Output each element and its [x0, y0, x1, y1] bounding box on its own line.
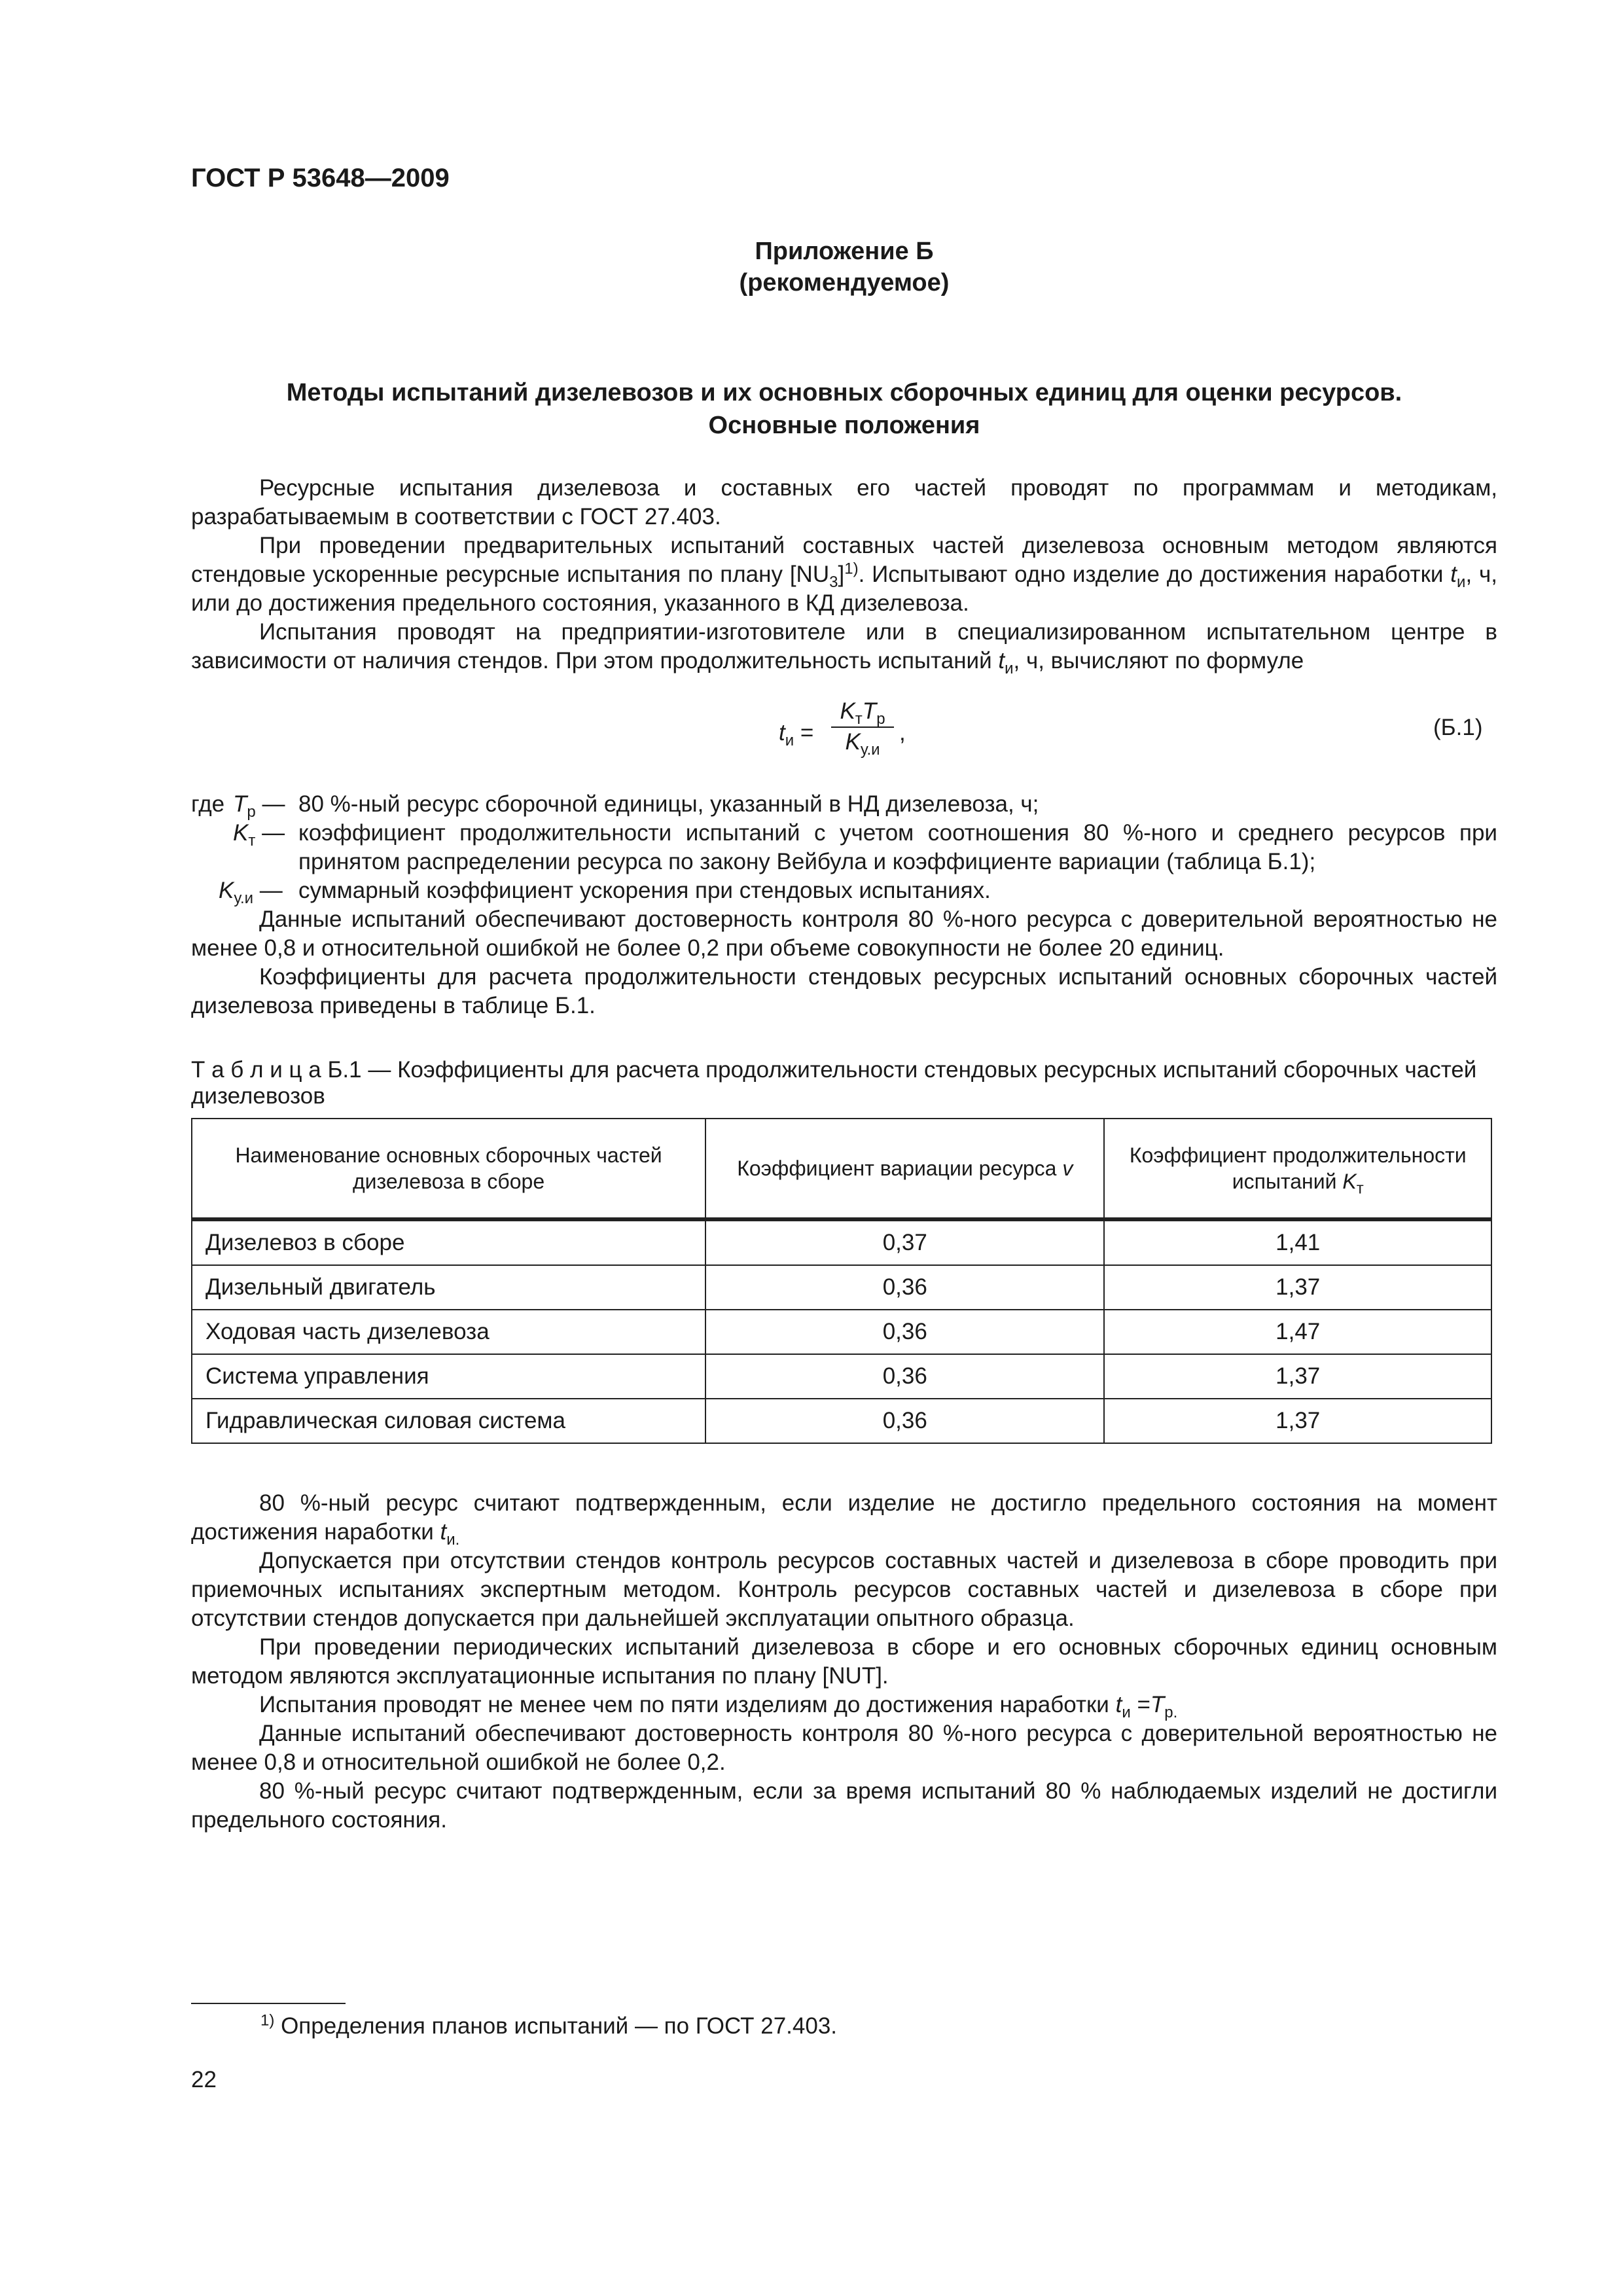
header-variation-coefficient: Коэффициент вариации ресурса v: [705, 1119, 1104, 1219]
formula-numerator: $K_тT_р$: [831, 698, 894, 728]
cell-part-name: Гидравлическая силовая система: [192, 1399, 705, 1443]
conclusion-paragraph-5: Данные испытаний обеспечивают достоверность контроля 80 %-ного ресурса с доверительной вероятностью не менее 0,8 и относительной ошибкой не более 0,2.: [191, 1721, 1497, 1775]
cell-part-name: Дизельный двигатель: [192, 1265, 705, 1310]
table-caption-text: Б.1 — Коэффициенты для расчета продолжительности стендовых ресурсных испытаний сборочных частей дизелевозов: [191, 1057, 1477, 1109]
appendix-heading: [191, 236, 1497, 298]
where-list: [191, 790, 1497, 905]
reliability-paragraph: Данные испытаний обеспечивают достоверность контроля 80 %-ного ресурса с доверительной вероятностью не менее 0,8 и относительной ошибкой не более 0,2 при объеме совокупности не более 20 единиц.: [191, 906, 1497, 961]
cell-variation: 0,36: [705, 1265, 1104, 1310]
table-row: [192, 1265, 1491, 1310]
intro-paragraph-1: Ресурсные испытания дизелевоза и составных его частей проводят по программам и методикам, разрабатываемым в соответствии с ГОСТ 27.403.: [191, 475, 1497, 529]
cell-duration: 1,37: [1104, 1265, 1491, 1310]
table-row: [192, 1354, 1491, 1399]
cell-part-name: Дизелевоз в сборе: [192, 1219, 705, 1265]
formula-comma: ,: [899, 720, 906, 745]
where-lead: где: [191, 791, 225, 817]
footnote-text: Определения планов испытаний — по ГОСТ 27.403.: [274, 2013, 838, 2039]
cell-duration: 1,41: [1104, 1219, 1491, 1265]
conclusion-paragraph-3: При проведении периодических испытаний дизелевоза в сборе и его основных сборочных единиц основным методом являются эксплуатационные испытания по плану [NUT].: [191, 1634, 1497, 1689]
conclusion-paragraph-2: Допускается при отсутствии стендов контроль ресурсов составных частей и дизелевоза в сборе проводить при приемочных испытаниях экспертным методом. Контроль ресурсов составных частей и дизелевоза в сборе при отсутствии стендов допускается при дальнейшей эксплуатации опытного образца.: [191, 1548, 1497, 1631]
table-header-row: [192, 1119, 1491, 1219]
cell-duration: 1,37: [1104, 1399, 1491, 1443]
appendix-status: (рекомендуемое): [739, 269, 950, 296]
reliability-text: [191, 905, 1497, 1020]
intro-paragraph-2: При проведении предварительных испытаний составных частей дизелевоза основным методом являются стендовые ускоренные ресурсные испытания по плану $[NU_3]^{1)}$. Испытывают одно изделие до достижения наработки $t_и$, ч, или до достижения предельного состояния, указанного в КД дизелевоза.: [191, 533, 1497, 616]
table-row: [192, 1310, 1491, 1354]
cell-variation: 0,36: [705, 1399, 1104, 1443]
formula-denominator: $K_{у.и}$: [845, 729, 880, 759]
formula-b1: [779, 692, 949, 771]
conclusion-paragraph-4: Испытания проводят не менее чем по пяти изделиям до достижения наработки $t_и =T_{р.}$: [259, 1692, 1178, 1721]
cell-variation: 0,36: [705, 1310, 1104, 1354]
cell-duration: 1,47: [1104, 1310, 1491, 1354]
footnote-separator: [191, 2003, 346, 2004]
table-row: [192, 1399, 1491, 1443]
conclusion-text: [191, 1489, 1497, 1835]
appendix-title: Приложение Б: [755, 238, 934, 265]
formula-fraction: [831, 698, 894, 757]
footnote: [260, 2012, 837, 2041]
header-part-name: Наименование основных сборочных частей дизелевоза в сборе: [192, 1119, 705, 1219]
cell-variation: 0,37: [705, 1219, 1104, 1265]
intro-text: [191, 474, 1497, 675]
cell-part-name: Ходовая часть дизелевоза: [192, 1310, 705, 1354]
document-header: ГОСТ Р 53648—2009: [191, 164, 450, 192]
page-number: 22: [191, 2067, 217, 2092]
table-row: [192, 1219, 1491, 1265]
section-title-line-2: Основные положения: [708, 412, 980, 439]
cell-part-name: Система управления: [192, 1354, 705, 1399]
coefficients-table: [191, 1118, 1492, 1444]
footnote-mark: 1): [260, 2011, 275, 2030]
conclusion-paragraph-6: 80 %-ный ресурс считают подтвержденным, если за время испытаний 80 % наблюдаемых изделий не достигли предельного состояния.: [191, 1778, 1497, 1833]
section-title-line-1: Методы испытаний дизелевозов и их основных сборочных единиц для оценки ресурсов.: [286, 379, 1402, 406]
table-caption: [191, 1057, 1497, 1109]
where-item-tp: где $T_р$ — 80 %-ный ресурс сборочной единицы, указанный в НД дизелевоза, ч;: [191, 791, 1039, 821]
cell-duration: 1,37: [1104, 1354, 1491, 1399]
where-item-kui: $K_{у.и}$ — суммарный коэффициент ускорения при стендовых испытаниях.: [219, 878, 991, 907]
where-item-kt: $K_т$ — коэффициент продолжительности испытаний с учетом соотношения 80 %-ного и среднего ресурсов при принятом распределении ресурса по закону Вейбула и коэффициенте вариации (таблица Б.1);: [233, 820, 1497, 874]
formula-lhs: $t_и$ =: [779, 720, 814, 749]
header-duration-coefficient: Коэффициент продолжительности испытаний $K_т$: [1104, 1119, 1491, 1219]
cell-variation: 0,36: [705, 1354, 1104, 1399]
table-caption-word: Т а б л и ц а: [191, 1057, 321, 1083]
intro-paragraph-3: Испытания проводят на предприятии-изготовителе или в специализированном испытательном центре в зависимости от наличия стендов. При этом продолжительность испытаний $t_и$, ч, вычисляют по формуле: [191, 619, 1497, 677]
section-title: [191, 376, 1497, 442]
formula-number: (Б.1): [1433, 715, 1483, 740]
table-reference-paragraph: Коэффициенты для расчета продолжительности стендовых ресурсных испытаний основных сборочных частей дизелевоза приведены в таблице Б.1.: [191, 964, 1497, 1018]
conclusion-paragraph-1: 80 %-ный ресурс считают подтвержденным, если изделие не достигло предельного состояния на момент достижения наработки $t_{и.}$: [191, 1490, 1497, 1549]
